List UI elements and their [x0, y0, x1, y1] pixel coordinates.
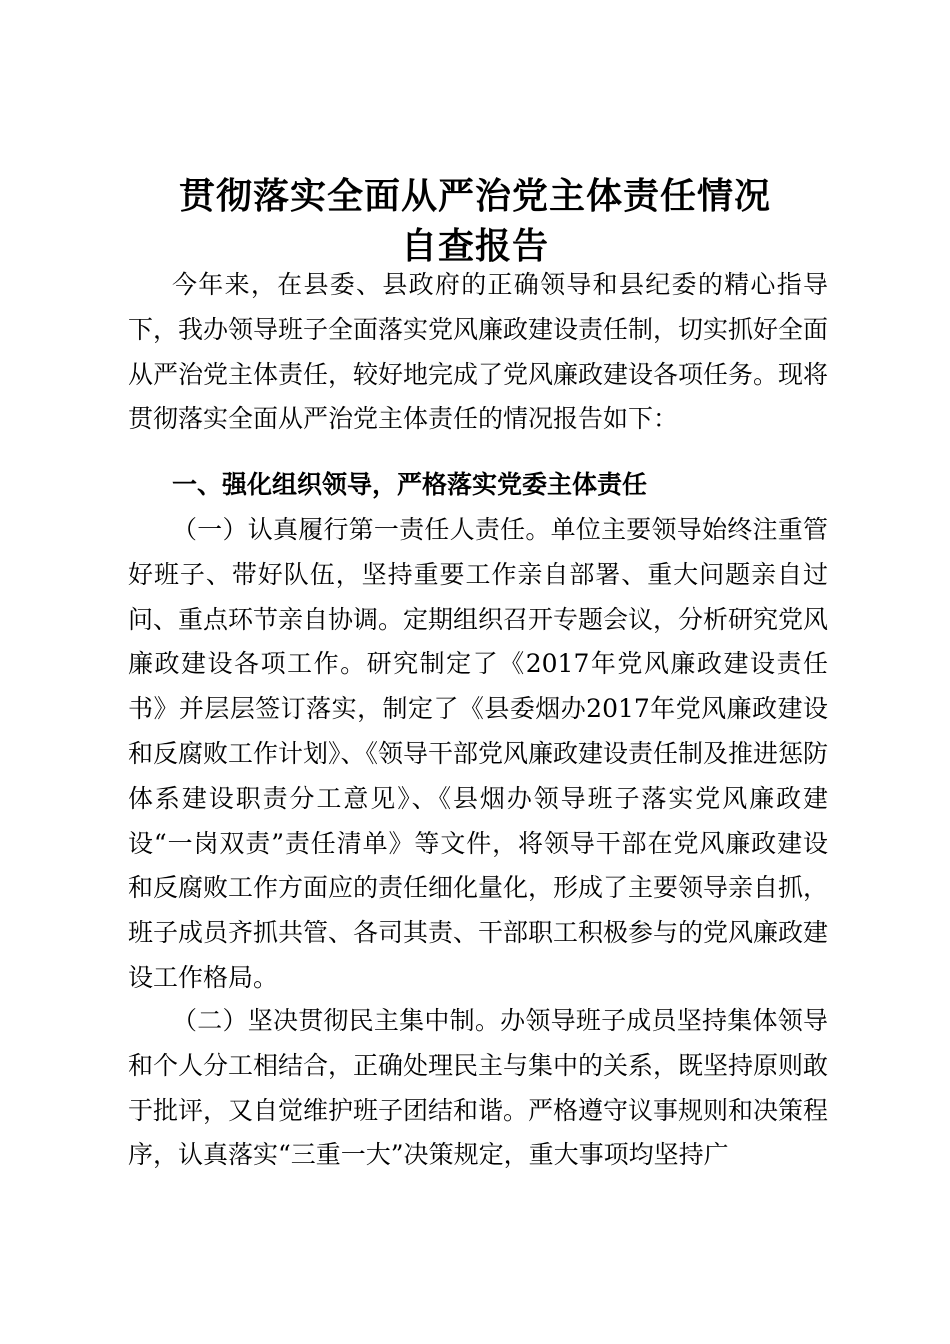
item-2-paragraph: [128, 999, 828, 1178]
item-1-lead: （一）认真履行第一责任人责任。: [172, 515, 551, 544]
item-1-paragraph: [128, 508, 828, 1001]
intro-paragraph: 今年来，在县委、县政府的正确领导和县纪委的精心指导下，我办领导班子全面落实党风廉政建设责任制，切实抓好全面从严治党主体责任，较好地完成了党风廉政建设各项任务。现将贯彻落实全面从严治党主体责任的情况报告如下：: [128, 270, 829, 434]
section-1-heading: 一、强化组织领导，严格落实党委主体责任: [172, 470, 648, 499]
item-1-body: 单位主要领导始终注重管好班子、带好队伍，坚持重要工作亲自部署、重大问题亲自过问、重点环节亲自协调。定期组织召开专题会议，分析研究党风廉政建设各项工作。研究制定了《2017年党风廉政建设责任书》并层层签订落实，制定了《县委烟办2017年党风廉政建设和反腐败工作计划》、《领导干部党风廉政建设责任制及推进惩防体系建设职责分工意见》、《县烟办领导班子落实党风廉政建设“一岗双责”责任清单》等文件，将领导干部在党风廉政建设和反腐败工作方面应的责任细化量化，形成了主要领导亲自抓，班子成员齐抓共管、各司其责、干部职工积极参与的党风廉政建设工作格局。: [128, 515, 829, 992]
item-2-body: 办领导班子成员坚持集体领导和个人分工相结合，正确处理民主与集中的关系，既坚持原则敢于批评，又自觉维护班子团结和谐。严格遵守议事规则和决策程序，认真落实“三重一大”决策规定，重大事项均坚持广: [128, 1006, 829, 1170]
document-title-line-2: 自查报告: [400, 225, 549, 267]
item-2-lead: （二）坚决贯彻民主集中制。: [172, 1006, 501, 1035]
document-title-line-1: 贯彻落实全面从严治党主体责任情况: [178, 175, 771, 217]
